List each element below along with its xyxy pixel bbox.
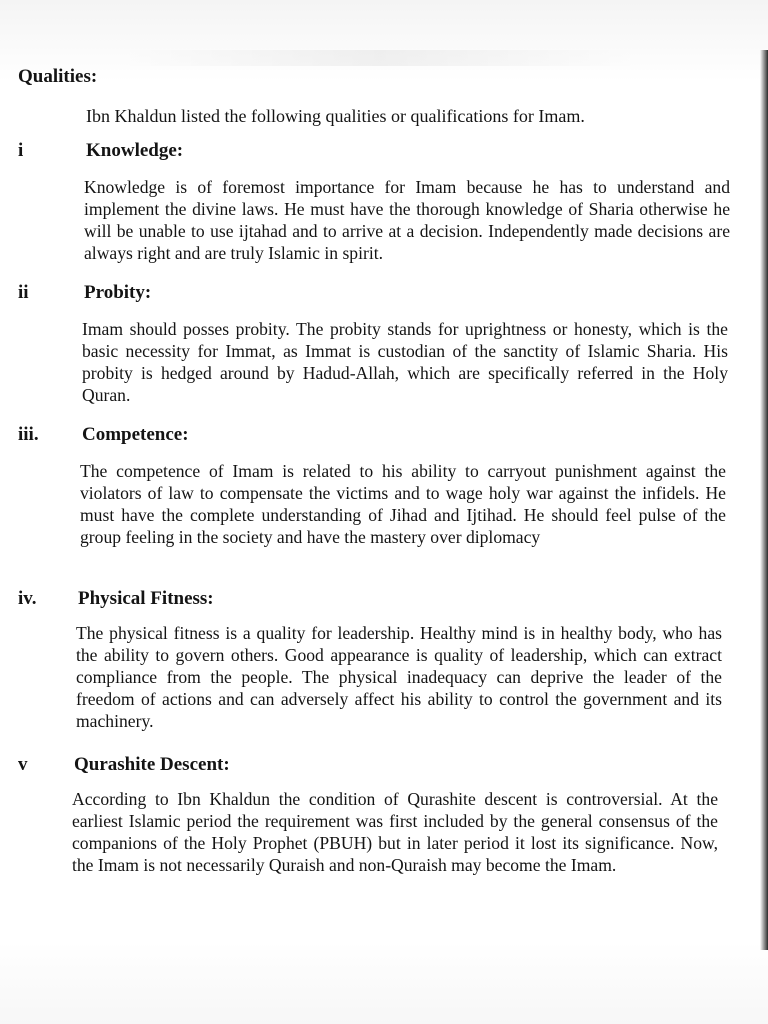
section-title-probity: Probity: [84, 282, 152, 303]
section-title-knowledge: Knowledge: [86, 140, 184, 161]
qualities-heading: Qualities: [18, 66, 98, 87]
section-number-i: i [18, 140, 24, 161]
section-text-qurashite-descent: According to Ibn Khaldun the condition of Qurashite descent is controversial. At the earliest Islamic period the requirement was first included by the general consensus of the companions of the Holy Prophet (PBUH) but in later period it lost its significance. Now, the Imam is not necessarily Quraish and non-Quraish may become the Imam. [72, 789, 718, 875]
intro-text: Ibn Khaldun listed the following qualities or qualifications for Imam. [86, 106, 585, 126]
section-text-probity: Imam should posses probity. The probity stands for uprightness or honesty, which is the basic necessity for Immat, as Immat is custodian of the sanctity of Islamic Sharia. His probity is hedged around by Hadud-Allah, which are specifically referred in the Holy Quran. [82, 319, 728, 405]
section-title-competence: Competence: [82, 424, 189, 445]
section-text-physical-fitness: The physical fitness is a quality for leadership. Healthy mind is in healthy body, who has the ability to govern others. Good appearance is quality of leadership, which can extract compliance from the people. The physical inadequacy can deprive the leader of the freedom of actions and can adversely affect his ability to control the government and its machinery. [76, 623, 722, 731]
section-title-qurashite-descent: Qurashite Descent: [74, 754, 230, 775]
section-text-knowledge: Knowledge is of foremost importance for Imam because he has to understand and implement the divine laws. He must have the thorough knowledge of Sharia otherwise he will be unable to use ijtahad and to arrive at a decision. Independently made decisions are always right and are truly Islamic in spirit. [84, 177, 730, 263]
section-number-iii: iii. [18, 424, 39, 445]
section-text-competence: The competence of Imam is related to his ability to carryout punishment against the violators of law to compensate the victims and to wage holy war against the infidels. He must have the complete understanding of Jihad and Ijtihad. He should feel pulse of the group feeling in the society and have the mastery over diplomacy [80, 461, 726, 547]
section-title-physical-fitness: Physical Fitness: [78, 588, 214, 609]
section-number-iv: iv. [18, 588, 37, 609]
section-number-v: v [18, 754, 28, 775]
page-edge-shadow [760, 50, 768, 950]
bleed-through-text [120, 50, 640, 66]
section-number-ii: ii [18, 282, 29, 303]
